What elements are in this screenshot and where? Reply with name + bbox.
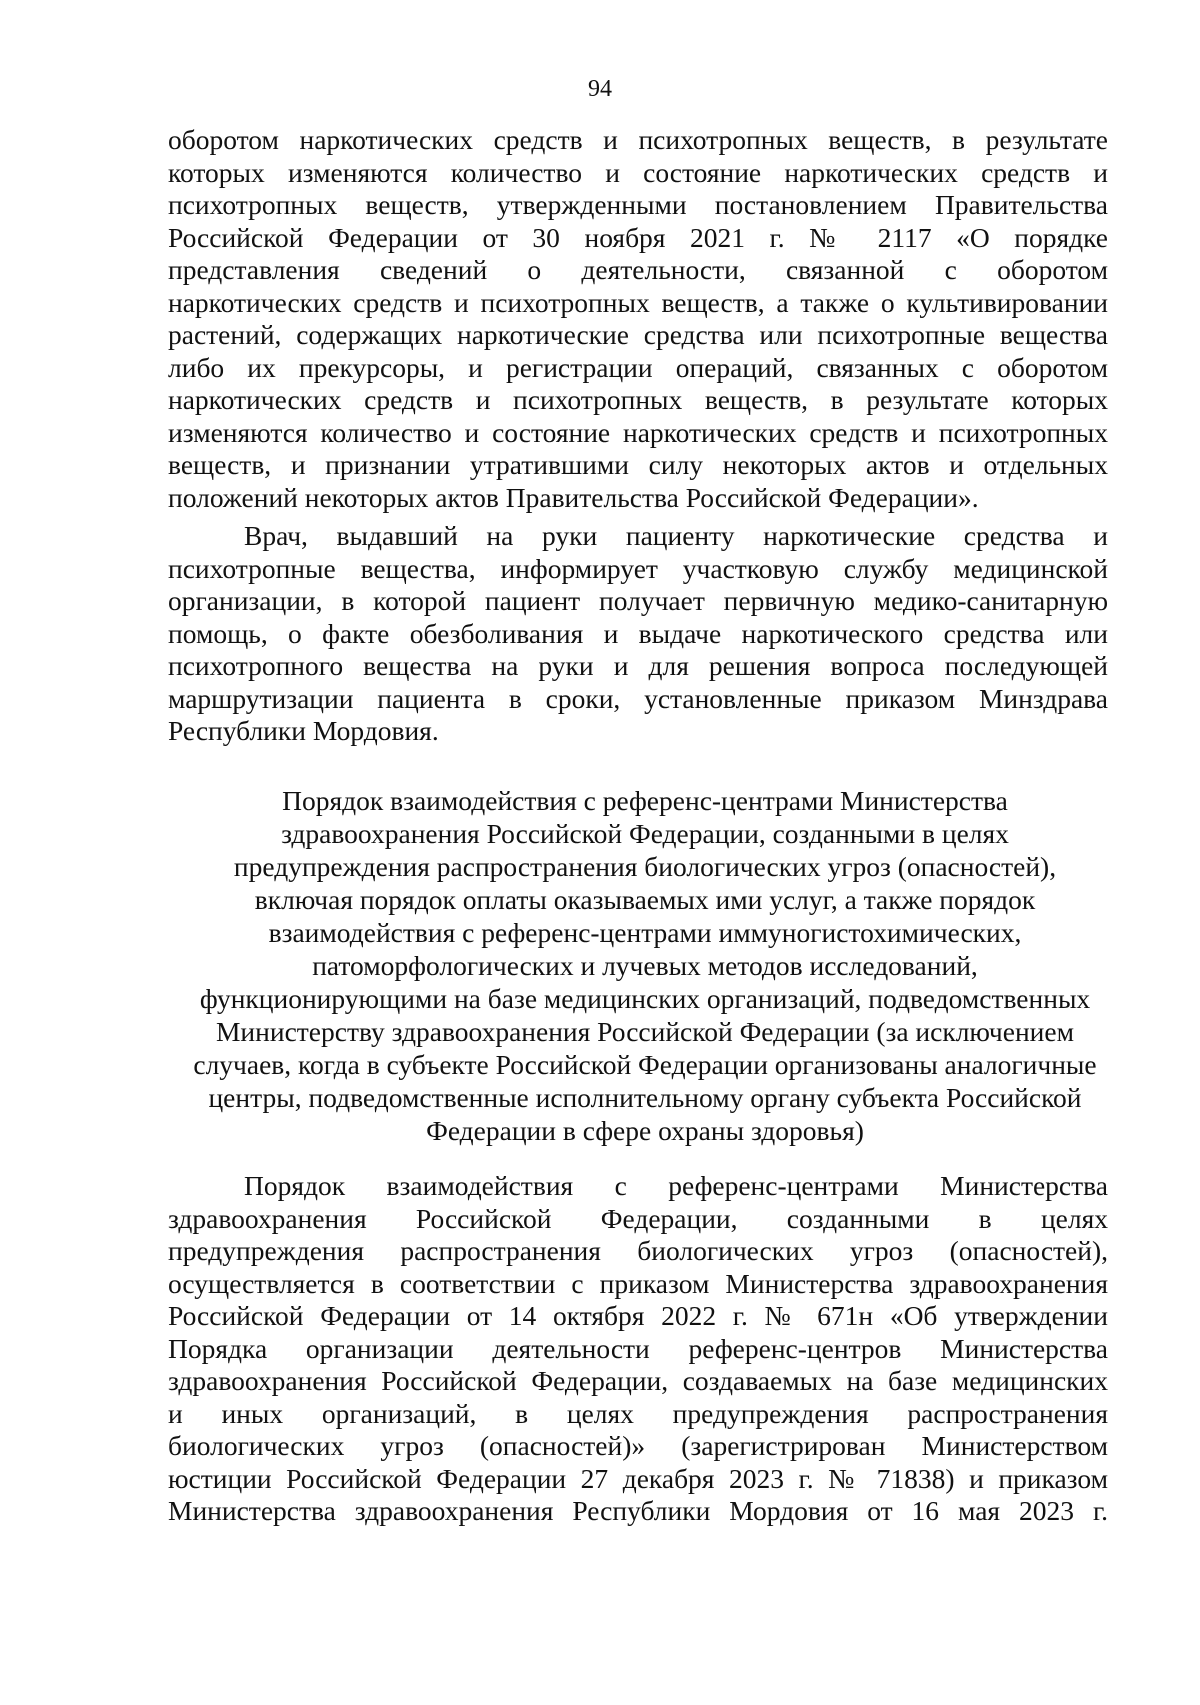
heading-line: функционирующими на базе медицинских организаций, подведомственных xyxy=(199,983,1091,1014)
paragraph-line: либо их прекурсоры, и регистрации операций, связанных с оборотом xyxy=(168,351,1108,383)
paragraph-line: психотропного вещества на руки и для решения вопроса последующей xyxy=(168,650,1108,681)
paragraph-line: веществ, и признании утратившими силу некоторых актов и отдельных xyxy=(168,449,1108,480)
paragraph-continuation xyxy=(168,124,1108,514)
paragraph-line: Республики Мордовия. xyxy=(168,715,439,746)
heading-line: Порядок взаимодействия с референс-центрами Министерства xyxy=(282,785,1008,816)
paragraph-line: Российской Федерации от 14 октября 2022 г. № 671н «Об утверждении xyxy=(168,1300,1108,1331)
paragraph-line: помощь, о факте обезболивания и выдаче наркотического средства или xyxy=(168,617,1108,649)
paragraph-line: Российской Федерации от 30 ноября 2021 г. № 2117 «О порядке xyxy=(168,221,1108,253)
paragraph-line: здравоохранения Российской Федерации, созданными в целях xyxy=(168,1202,1108,1234)
paragraph-line: юстиции Российской Федерации 27 декабря 2023 г. № 71838) и приказом xyxy=(168,1462,1108,1494)
paragraph-reference-centers xyxy=(168,1170,1108,1528)
paragraph-line: наркотических средств и психотропных веществ, в результате которых xyxy=(168,384,1108,415)
paragraph-line: растений, содержащих наркотические средства или психотропные вещества xyxy=(168,319,1108,350)
heading-line: Федерации в сфере охраны здоровья) xyxy=(426,1115,864,1146)
paragraph-line: предупреждения распространения биологических угроз (опасностей), xyxy=(168,1235,1108,1266)
heading-line: патоморфологических и лучевых методов исследований, xyxy=(312,950,978,981)
paragraph-line: организации, в которой пациент получает первичную медико-санитарную xyxy=(168,585,1108,616)
paragraph-line: Врач, выдавший на руки пациенту наркотические средства и xyxy=(244,520,1108,551)
paragraph-line: здравоохранения Российской Федерации, создаваемых на базе медицинских xyxy=(168,1365,1108,1396)
paragraph-line: маршрутизации пациента в сроки, установленные приказом Минздрава xyxy=(168,682,1108,714)
paragraph-line: психотропные вещества, информирует участковую службу медицинской xyxy=(168,552,1108,584)
paragraph-line: изменяются количество и состояние наркотических средств и психотропных xyxy=(168,416,1108,448)
heading-line: включая порядок оплаты оказываемых ими услуг, а также порядок xyxy=(254,884,1036,915)
paragraph-line: наркотических средств и психотропных веществ, а также о культивировании xyxy=(168,286,1108,318)
paragraph-line: положений некоторых актов Правительства Российской Федерации». xyxy=(168,481,979,513)
page-number: 94 xyxy=(588,76,612,102)
paragraph-line: психотропных веществ, утвержденными постановлением Правительства xyxy=(168,189,1108,220)
paragraph-line: оборотом наркотических средств и психотропных веществ, в результате xyxy=(168,124,1108,155)
paragraph-line: Министерства здравоохранения Республики Мордовия от 16 мая 2023 г. xyxy=(168,1495,1108,1526)
paragraph-line: Порядка организации деятельности референс-центров Министерства xyxy=(168,1332,1108,1364)
heading-line: взаимодействия с референс-центрами иммуногистохимических, xyxy=(268,917,1022,948)
paragraph-line: и иных организаций, в целях предупреждения распространения xyxy=(168,1397,1108,1429)
heading-line: центры, подведомственные исполнительному органу субъекта Российской xyxy=(208,1082,1082,1113)
paragraph-doctor-notification xyxy=(168,520,1108,748)
section-heading xyxy=(150,784,1140,1147)
heading-line: предупреждения распространения биологических угроз (опасностей), xyxy=(233,851,1057,882)
heading-line: Министерству здравоохранения Российской Федерации (за исключением xyxy=(215,1016,1075,1047)
heading-line: случаев, когда в субъекте Российской Федерации организованы аналогичные xyxy=(193,1049,1097,1080)
paragraph-line: осуществляется в соответствии с приказом Министерства здравоохранения xyxy=(168,1267,1108,1299)
paragraph-line: которых изменяются количество и состояние наркотических средств и xyxy=(168,156,1108,188)
paragraph-line: биологических угроз (опасностей)» (зарегистрирован Министерством xyxy=(168,1430,1108,1461)
paragraph-line: представления сведений о деятельности, связанной с оборотом xyxy=(168,254,1108,285)
heading-line: здравоохранения Российской Федерации, созданными в целях xyxy=(281,818,1009,849)
paragraph-line: Порядок взаимодействия с референс-центрами Министерства xyxy=(244,1170,1108,1201)
